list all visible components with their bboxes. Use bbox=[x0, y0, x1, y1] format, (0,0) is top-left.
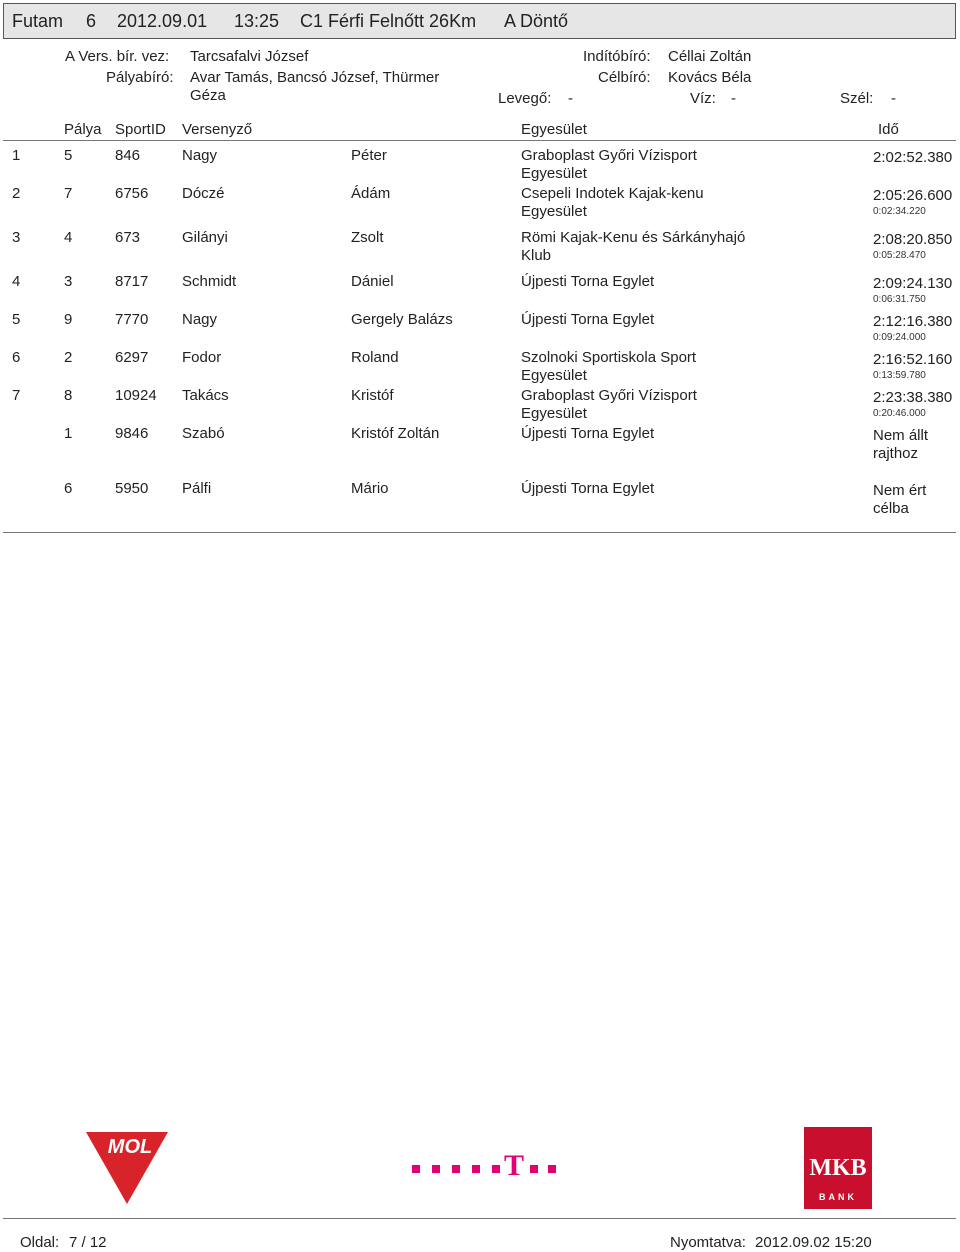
mkb-text: MKB bbox=[809, 1155, 867, 1181]
cell-place: 6 bbox=[12, 349, 21, 366]
cell-time: 2:05:26.600 bbox=[873, 187, 953, 204]
cell-time: 2:16:52.160 bbox=[873, 351, 953, 368]
cell-lastname: Takács bbox=[182, 387, 229, 404]
cell-sportid: 5950 bbox=[115, 480, 149, 497]
cell-sportid: 8717 bbox=[115, 273, 149, 290]
telekom-dot bbox=[432, 1165, 440, 1173]
vers-value: Tarcsafalvi József bbox=[190, 48, 309, 65]
cell-club: Römi Kajak-Kenu és Sárkányhajó Klub bbox=[521, 229, 746, 264]
header-rule bbox=[3, 140, 956, 141]
cell-sportid: 6297 bbox=[115, 349, 149, 366]
col-competitor-header: Versenyző bbox=[182, 121, 253, 138]
telekom-dot bbox=[412, 1165, 420, 1173]
cell-club: Csepeli Indotek Kajak-kenu Egyesület bbox=[521, 185, 704, 220]
cell-lane: 1 bbox=[64, 425, 73, 442]
course-value-2: Géza bbox=[190, 87, 226, 104]
cell-place: 2 bbox=[12, 185, 21, 202]
telekom-dot bbox=[530, 1165, 538, 1173]
race-time: 13:25 bbox=[234, 11, 280, 31]
col-sportid-header: SportID bbox=[115, 121, 166, 138]
cell-lastname: Nagy bbox=[182, 147, 218, 164]
cell-lane: 2 bbox=[64, 349, 73, 366]
cell-club: Graboplast Győri Vízisport Egyesület bbox=[521, 147, 697, 182]
cell-time: 2:08:20.850 bbox=[873, 231, 953, 248]
cell-lastname: Gilányi bbox=[182, 229, 228, 246]
title-bar bbox=[3, 3, 956, 39]
cell-firstname: Ádám bbox=[351, 185, 391, 202]
cell-place: 7 bbox=[12, 387, 21, 404]
cell-firstname: Roland bbox=[351, 349, 399, 366]
cell-time-diff: 0:20:46.000 bbox=[873, 408, 926, 419]
cell-sportid: 9846 bbox=[115, 425, 149, 442]
cell-firstname: Mário bbox=[351, 480, 389, 497]
cell-lane: 4 bbox=[64, 229, 73, 246]
cell-place: 5 bbox=[12, 311, 21, 328]
cell-time: 2:12:16.380 bbox=[873, 313, 953, 330]
telekom-dot bbox=[548, 1165, 556, 1173]
cell-firstname: Kristóf bbox=[351, 387, 394, 404]
race-stage: A Döntő bbox=[504, 11, 569, 31]
race-date: 2012.09.01 bbox=[117, 11, 208, 31]
cell-lastname: Schmidt bbox=[182, 273, 237, 290]
table-bottom-rule bbox=[3, 532, 956, 533]
start-label: Indítóbíró: bbox=[583, 48, 651, 65]
air-label: Levegő: bbox=[498, 90, 552, 107]
cell-firstname: Kristóf Zoltán bbox=[351, 425, 440, 442]
cell-club: Graboplast Győri Vízisport Egyesület bbox=[521, 387, 697, 422]
mol-logo bbox=[86, 1132, 168, 1204]
cell-lane: 5 bbox=[64, 147, 73, 164]
mol-text: MOL bbox=[107, 1136, 153, 1158]
telekom-dot bbox=[492, 1165, 500, 1173]
cell-time: Nem ért célba bbox=[873, 482, 927, 517]
finish-label: Célbíró: bbox=[598, 69, 651, 86]
cell-firstname: Gergely Balázs bbox=[351, 311, 453, 328]
cell-sportid: 6756 bbox=[115, 185, 149, 202]
finish-value: Kovács Béla bbox=[668, 69, 752, 86]
cell-time: 2:09:24.130 bbox=[873, 275, 953, 292]
mkb-sub-text: BANK bbox=[819, 1192, 857, 1202]
telekom-dot bbox=[472, 1165, 480, 1173]
cell-lastname: Fodor bbox=[182, 349, 222, 366]
cell-lastname: Pálfi bbox=[182, 480, 212, 497]
cell-time: 2:23:38.380 bbox=[873, 389, 953, 406]
cell-sportid: 846 bbox=[115, 147, 141, 164]
cell-lane: 3 bbox=[64, 273, 73, 290]
cell-time-diff: 0:05:28.470 bbox=[873, 250, 926, 261]
cell-time-diff: 0:02:34.220 bbox=[873, 206, 926, 217]
cell-firstname: Dániel bbox=[351, 273, 394, 290]
cell-time-diff: 0:06:31.750 bbox=[873, 294, 926, 305]
cell-place: 3 bbox=[12, 229, 21, 246]
cell-sportid: 7770 bbox=[115, 311, 149, 328]
telekom-dot bbox=[452, 1165, 460, 1173]
telekom-dots bbox=[412, 1153, 558, 1183]
cell-sportid: 673 bbox=[115, 229, 141, 246]
printed-label: Nyomtatva: bbox=[670, 1234, 746, 1251]
water-label: Víz: bbox=[690, 90, 716, 107]
cell-club: Újpesti Torna Egylet bbox=[521, 425, 655, 442]
telekom-t: T bbox=[504, 1149, 525, 1182]
cell-club: Újpesti Torna Egylet bbox=[521, 311, 655, 328]
cell-lane: 8 bbox=[64, 387, 73, 404]
cell-lastname: Nagy bbox=[182, 311, 218, 328]
race-number: 6 bbox=[86, 11, 97, 31]
mkb-logo bbox=[804, 1127, 872, 1209]
cell-lastname: Dóczé bbox=[182, 185, 225, 202]
vers-label: A Vers. bír. vez: bbox=[65, 48, 170, 65]
cell-firstname: Zsolt bbox=[351, 229, 384, 246]
cell-lane: 7 bbox=[64, 185, 73, 202]
cell-sportid: 10924 bbox=[115, 387, 157, 404]
cell-place: 1 bbox=[12, 147, 21, 164]
cell-time: 2:02:52.380 bbox=[873, 149, 953, 166]
start-value: Céllai Zoltán bbox=[668, 48, 752, 65]
cell-club: Újpesti Torna Egylet bbox=[521, 273, 655, 290]
air-value: - bbox=[568, 90, 573, 107]
printed-value: 2012.09.02 15:20 bbox=[755, 1234, 872, 1251]
cell-time-diff: 0:09:24.000 bbox=[873, 332, 926, 343]
race-label: Futam bbox=[12, 11, 64, 31]
cell-lane: 9 bbox=[64, 311, 73, 328]
wind-label: Szél: bbox=[840, 90, 874, 107]
col-lane-header: Pálya bbox=[64, 121, 102, 138]
course-label: Pályabíró: bbox=[106, 69, 174, 86]
telekom-logo bbox=[412, 1149, 558, 1183]
water-value: - bbox=[731, 90, 736, 107]
page-value: 7 / 12 bbox=[69, 1234, 107, 1251]
course-value-1: Avar Tamás, Bancsó József, Thürmer bbox=[190, 69, 440, 86]
col-time-header: Idő bbox=[878, 121, 899, 138]
wind-value: - bbox=[891, 90, 896, 107]
col-club-header: Egyesület bbox=[521, 121, 587, 138]
footer bbox=[3, 1218, 956, 1252]
race-category: C1 Férfi Felnőtt 26Km bbox=[300, 11, 477, 31]
cell-time-diff: 0:13:59.780 bbox=[873, 370, 926, 381]
cell-place: 4 bbox=[12, 273, 21, 290]
cell-time: Nem állt rajthoz bbox=[873, 427, 929, 462]
cell-lane: 6 bbox=[64, 480, 73, 497]
page-label: Oldal: bbox=[20, 1234, 60, 1251]
cell-club: Újpesti Torna Egylet bbox=[521, 480, 655, 497]
cell-club: Szolnoki Sportiskola Sport Egyesület bbox=[521, 349, 697, 384]
cell-lastname: Szabó bbox=[182, 425, 225, 442]
cell-firstname: Péter bbox=[351, 147, 387, 164]
